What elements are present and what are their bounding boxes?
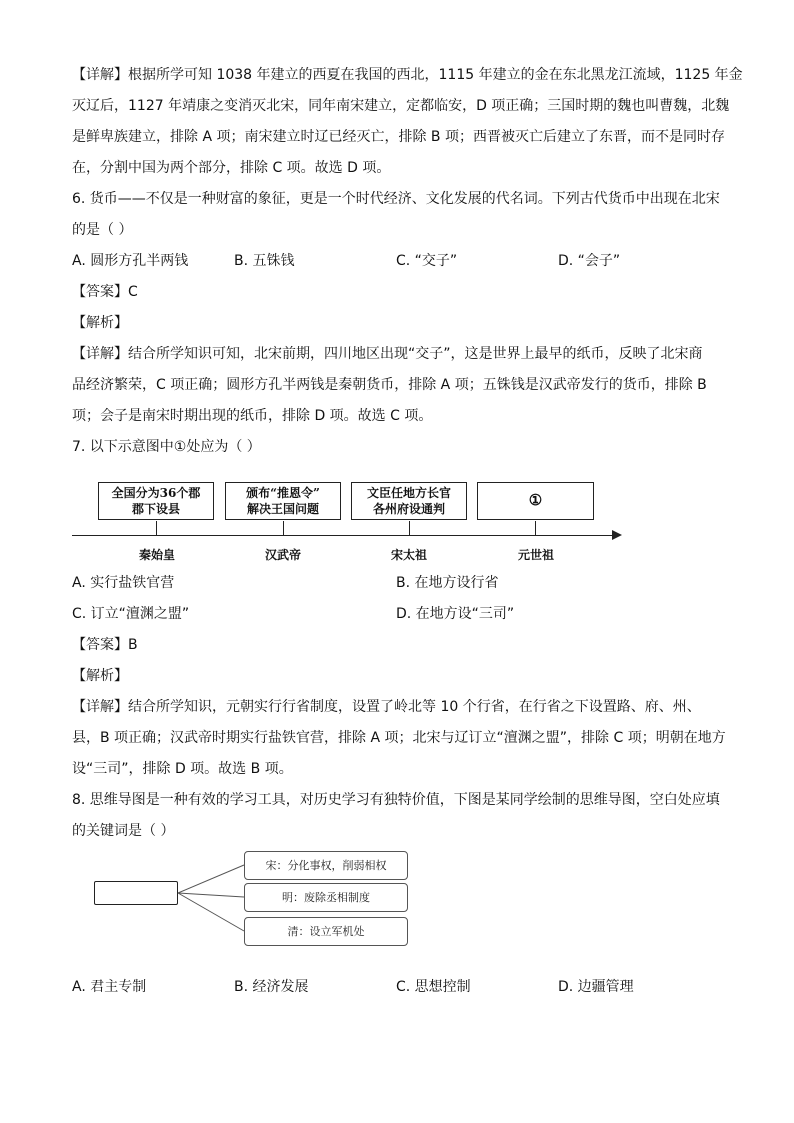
timeline-box-text: 全国分为36个郡 <box>111 486 201 500</box>
timeline-tick <box>283 521 284 535</box>
q7-detail-line: 县，B 项正确；汉武帝时期实行盐铁官营，排除 A 项；北宋与辽订立“澶渊之盟”，排除 C 项；明朝在地方 <box>72 730 726 746</box>
timeline-label: 汉武帝 <box>264 548 301 562</box>
q8-stem-line: 8. 思维导图是一种有效的学习工具，对历史学习有独特价值，下图是某同学绘制的思维导图，空白处应填 <box>72 792 720 808</box>
question-6 <box>72 184 722 432</box>
q8-option-c: C. 思想控制 <box>396 979 471 995</box>
q6-answer: 【答案】C <box>72 284 138 300</box>
q7-timeline-figure <box>72 463 722 568</box>
q8-option-d: D. 边疆管理 <box>558 979 634 995</box>
timeline-box-text: ① <box>528 491 543 509</box>
q7-options-row-1 <box>72 568 722 599</box>
q7-option-c: C. 订立“澶渊之盟” <box>72 606 190 622</box>
q6-stem-line: 6. 货币——不仅是一种财富的象征，更是一个时代经济、文化发展的代名词。下列古代货币中出现在北宋 <box>72 191 720 207</box>
q7-option-a: A. 实行盐铁官营 <box>72 575 175 591</box>
q8-options <box>72 972 722 1003</box>
timeline-label: 宋太祖 <box>390 548 427 562</box>
timeline-axis <box>72 535 615 536</box>
mindmap-node-song: 宋：分化事权，削弱相权 <box>244 851 408 880</box>
q7-analysis-label: 【解析】 <box>72 668 128 684</box>
q6-option-b: B. 五铢钱 <box>234 253 295 269</box>
mindmap-connectors <box>72 847 252 972</box>
timeline-label: 元世祖 <box>517 548 554 562</box>
mindmap-node-qing: 清：设立军机处 <box>244 917 408 946</box>
question-7 <box>72 432 726 785</box>
q8-mindmap <box>72 847 722 972</box>
prev-detail-line: 【详解】根据所学可知 1038 年建立的西夏在我国的西北，1115 年建立的金在东北黑龙江流域，1125 年金 <box>72 67 743 83</box>
timeline-tick <box>535 521 536 535</box>
q8-option-a: A. 君主专制 <box>72 979 147 995</box>
prev-detail-line: 灭辽后，1127 年靖康之变消灭北宋，同年南宋建立，定都临安，D 项正确；三国时期的魏也叫曹魏，北魏 <box>72 98 730 114</box>
mindmap-node-ming: 明：废除丞相制度 <box>244 883 408 912</box>
timeline-box-text: 郡下设县 <box>131 502 180 516</box>
q7-answer: 【答案】B <box>72 637 138 653</box>
q7-detail-line: 设“三司”，排除 D 项。故选 B 项。 <box>72 761 293 777</box>
q8-option-b: B. 经济发展 <box>234 979 309 995</box>
timeline-box-text: 各州府设通判 <box>372 502 445 516</box>
prev-detail-line: 在，分割中国为两个部分，排除 C 项。故选 D 项。 <box>72 160 391 176</box>
q7-option-b: B. 在地方设行省 <box>396 575 499 591</box>
timeline-box-blank <box>477 482 594 520</box>
timeline-label: 秦始皇 <box>138 548 175 562</box>
q6-detail-line: 品经济繁荣，C 项正确；圆形方孔半两钱是秦朝货币，排除 A 项；五铢钱是汉武帝发行的货币，排除 B <box>72 377 707 393</box>
timeline-box-song <box>351 482 467 520</box>
prev-detail-line: 是鲜卑族建立，排除 A 项；南宋建立时辽已经灭亡，排除 B 项；西晋被灭亡后建立了东晋，而不是同时存 <box>72 129 725 145</box>
q6-detail-line: 【详解】结合所学知识可知，北宋前期，四川地区出现“交子”，这是世界上最早的纸币，反映了北宋商 <box>72 346 703 362</box>
q7-option-d: D. 在地方设“三司” <box>396 606 515 622</box>
q6-options <box>72 246 722 277</box>
q6-detail-line: 项；会子是南宋时期出现的纸币，排除 D 项。故选 C 项。 <box>72 408 433 424</box>
prev-detail <box>72 60 743 184</box>
timeline-arrow-icon <box>612 530 622 540</box>
timeline-box-han <box>225 482 341 520</box>
timeline-tick <box>156 521 157 535</box>
q7-stem: 7. 以下示意图中①处应为（ ） <box>72 439 261 455</box>
timeline-box-text: 文臣任地方长官 <box>366 486 451 500</box>
timeline-box-text: 颁布“推恩令” <box>246 486 320 500</box>
q8-stem-line: 的关键词是（ ） <box>72 823 175 839</box>
q7-detail-line: 【详解】结合所学知识，元朝实行行省制度，设置了岭北等 10 个行省，在行省之下设置路、府、州、 <box>72 699 701 715</box>
q7-options-row-2 <box>72 599 722 630</box>
timeline-box-qin <box>98 482 214 520</box>
timeline-box-text: 解决王国问题 <box>246 502 319 516</box>
q6-analysis-label: 【解析】 <box>72 315 128 331</box>
question-8 <box>72 785 722 1003</box>
q6-stem-line: 的是（ ） <box>72 222 133 238</box>
exam-page <box>72 60 743 1003</box>
q6-option-c: C. “交子” <box>396 253 458 269</box>
q6-option-a: A. 圆形方孔半两钱 <box>72 253 189 269</box>
timeline-tick <box>409 521 410 535</box>
q6-option-d: D. “会子” <box>558 253 621 269</box>
